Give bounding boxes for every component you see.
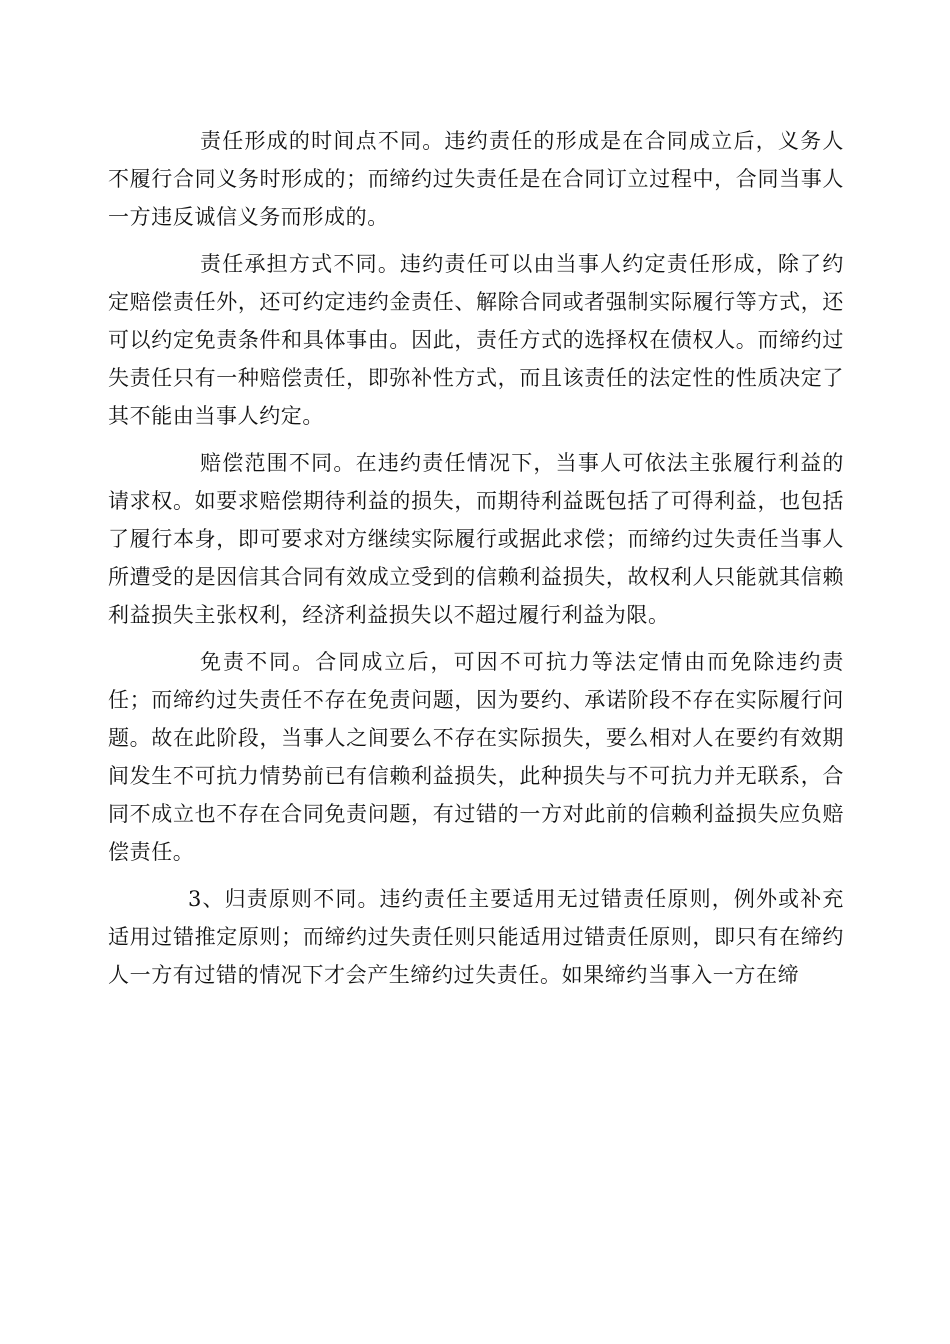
paragraph-time-of-formation: 责任形成的时间点不同。违约责任的形成是在合同成立后，义务人不履行合同义务时形成的；而缔约过失责任是在合同订立过程中，合同当事人一方违反诚信义务而形成的。 bbox=[108, 129, 844, 229]
paragraph-compensation-scope: 赔偿范围不同。在违约责任情况下，当事人可依法主张履行利益的请求权。如要求赔偿期待利益的损失，而期待利益既包括了可得利益，也包括了履行本身，即可要求对方继续实际履行或据此求偿；而缔约过失责任当事人所遭受的是因信其合同有效成立受到的信赖利益损失，故权利人只能就其信赖利益损失主张权利，经济利益损失以不超过履行利益为限。 bbox=[108, 451, 844, 627]
paragraph-exemption: 免责不同。合同成立后，可因不可抗力等法定情由而免除违约责任；而缔约过失责任不存在免责问题，因为要约、承诺阶段不存在实际履行问题。故在此阶段，当事人之间要么不存在实际损失，要么相对人在要约有效期间发生不可抗力情势前已有信赖利益损失，此种损失与不可抗力并无联系，合同不成立也不存在合同免责问题，有过错的一方对此前的信赖利益损失应负赔偿责任。 bbox=[108, 650, 844, 864]
paragraph-liability-method: 责任承担方式不同。违约责任可以由当事人约定责任形成，除了约定赔偿责任外，还可约定违约金责任、解除合同或者强制实际履行等方式，还可以约定免责条件和具体事由。因此，责任方式的选择权在债权人。而缔约过失责任只有一种赔偿责任，即弥补性方式，而且该责任的法定性的性质决定了其不能由当事人约定。 bbox=[108, 252, 844, 428]
document-body bbox=[108, 122, 844, 1003]
paragraph-liability-principle: 3、归责原则不同。违约责任主要适用无过错责任原则，例外或补充适用过错推定原则；而缔约过失责任则只能适用过错责任原则，即只有在缔约人一方有过错的情况下才会产生缔约过失责任。如果缔约当事入一方在缔 bbox=[108, 887, 844, 987]
